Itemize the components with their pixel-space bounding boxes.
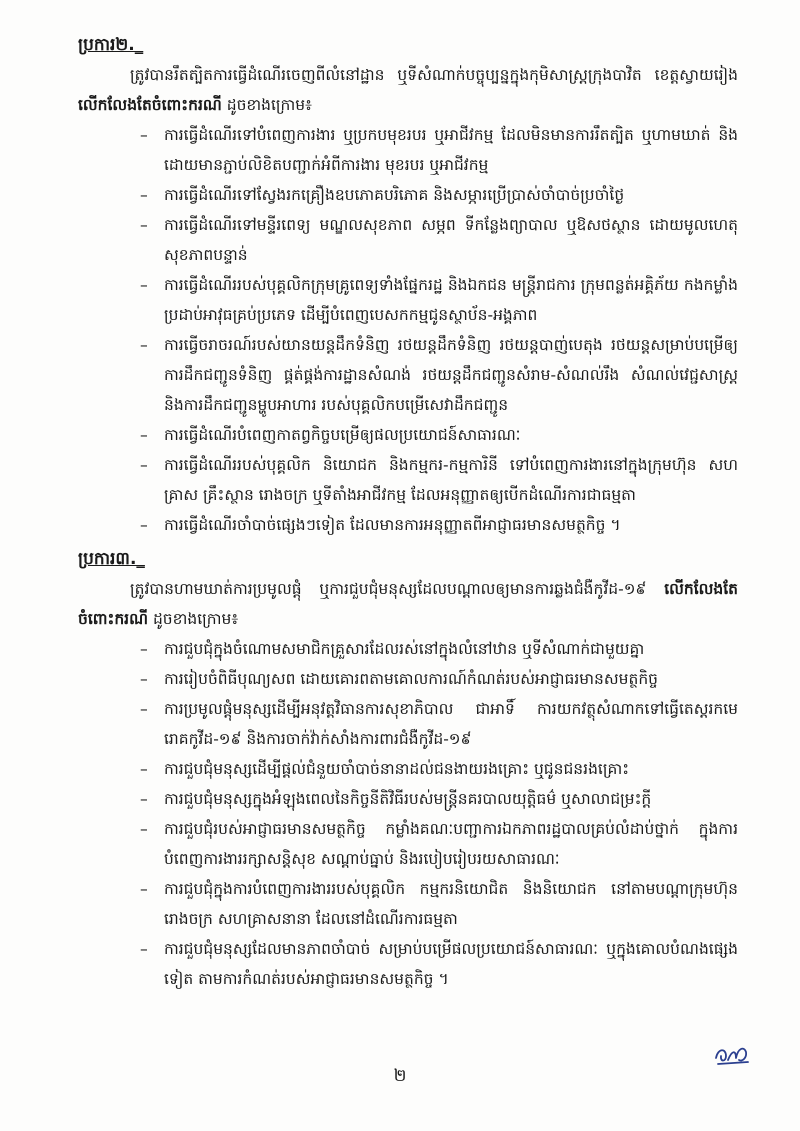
dash-bullet: – — [140, 790, 148, 808]
list-item-text: ការជួបជុំក្នុងចំណោមសមាជិកគ្រួសារដែលរស់នៅក្នុងលំនៅឋាន ឬទីសំណាក់ជាមួយគ្នា — [164, 640, 645, 658]
article-2-section — [78, 30, 738, 540]
article-3-heading: ប្រការ៣._ — [78, 549, 145, 569]
list-item — [140, 420, 738, 450]
dash-bullet: – — [140, 216, 148, 234]
dash-bullet: – — [140, 640, 148, 658]
dash-bullet: – — [140, 516, 148, 534]
article-2-list — [78, 120, 738, 540]
article-3-intro-text: ត្រូវបានហាមឃាត់ការប្រមូលផ្តុំ ឬការជួបជុំមនុស្សដែលបណ្តាលឲ្យមានការឆ្លងជំងឺកូវីដ-១៩ — [130, 580, 665, 598]
list-item-text: ការប្រមូលផ្តុំមនុស្សដើម្បីអនុវត្តវិធានការសុខាភិបាល ជាអាទិ៍ ការយកវត្ថុសំណាកទៅធ្វើតេស្តរកមេរោគកូវីដ-១៩ និងការចាក់វ៉ាក់សាំងការពារជំងឺកូវីដ-១៩ — [164, 700, 738, 748]
article-2-intro-text: ត្រូវបានរឹតត្បិតការធ្វើដំណើរចេញពីលំនៅដ្ឋាន ឬទីសំណាក់បច្ចុប្បន្នក្នុងកុមិសាស្ត្រក្រុងបាវិត ខេត្តស្វាយរៀង — [130, 66, 738, 84]
article-2-intro-tail: ដូចខាងក្រោម៖ — [221, 96, 312, 114]
article-3-intro-exception: លើកលែងតែចំពោះករណី — [78, 580, 738, 628]
dash-bullet: – — [140, 700, 148, 718]
dash-bullet: – — [140, 186, 148, 204]
list-item — [140, 694, 738, 754]
article-2-intro-exception: លើកលែងតែចំពោះករណី — [78, 96, 222, 114]
signature-initials-icon — [712, 1040, 752, 1068]
dash-bullet: – — [140, 456, 148, 474]
list-item — [140, 784, 738, 814]
article-2-heading: ប្រការ២._ — [78, 35, 144, 55]
list-item — [140, 664, 738, 694]
list-item-text: ការជួបជុំមនុស្សដើម្បីផ្តល់ជំនួយចាំបាច់នានាដល់ជនងាយរងគ្រោះ ឬជូនជនរងគ្រោះ — [164, 760, 630, 778]
list-item-text: ការធ្វើចរាចរណ៍របស់យានយន្តដឹកទំនិញ រថយន្តដឹកទំនិញ រថយន្តបាញ់បេតុង រថយន្តសម្រាប់បម្រើឲ្យការដឹកជញ្ជូនទំនិញ ផ្គត់ផ្គង់ការដ្ឋានសំណង់ រថយន្តដឹកជញ្ជូនសំរាម-សំណល់រឹង សំណល់វេជ្ជសាស្ត្រ និងការដឹកជញ្ជូនម្ហូបអាហារ របស់បុគ្គលិកបម្រើសេវាដឹកជញ្ជូន — [164, 336, 738, 414]
list-item-text: ការរៀបចំពិធីបុណ្យសព ដោយគោរពតាមគោលការណ៍កំណត់របស់អាជ្ញាធរមានសមត្ថកិច្ច — [164, 670, 658, 688]
dash-bullet: – — [140, 126, 148, 144]
list-item — [140, 874, 738, 934]
document-content — [78, 30, 738, 994]
dash-bullet: – — [140, 336, 148, 354]
dash-bullet: – — [140, 670, 148, 688]
dash-bullet: – — [140, 426, 148, 444]
list-item — [140, 634, 738, 664]
list-item — [140, 450, 738, 510]
list-item — [140, 510, 738, 540]
dash-bullet: – — [140, 276, 148, 294]
list-item-text: ការធ្វើដំណើរទៅមន្ទីរពេទ្យ មណ្ឌលសុខភាព សម្ភព ទីកន្លែងព្យាបាល ឬឱសថស្ថាន ដោយមូលហេតុសុខភាពបន្ទាន់ — [164, 216, 738, 264]
list-item-text: ការជួបជុំមនុស្សដែលមានភាពចាំបាច់ សម្រាប់បម្រើផលប្រយោជន៍សាធារណៈ ឬក្នុងគោលបំណងផ្សេងទៀត តាមការកំណត់របស់អាជ្ញាធរមានសមត្ថកិច្ច ។ — [164, 940, 738, 988]
list-item-text: ការធ្វើដំណើរទៅស្វែងរកគ្រឿងឧបភោគបរិភោគ និងសម្ភារប្រើប្រាស់ចាំបាច់ប្រចាំថ្ងៃ — [164, 186, 625, 204]
list-item — [140, 814, 738, 874]
dash-bullet: – — [140, 880, 148, 898]
article-3-intro — [78, 574, 738, 634]
page-number: ២ — [393, 1066, 407, 1086]
list-item-text: ការធ្វើដំណើរចាំបាច់ផ្សេងៗទៀត ដែលមានការអនុញ្ញាតពីអាជ្ញាធរមានសមត្ថកិច្ច ។ — [164, 516, 621, 534]
article-3-intro-tail: ដូចខាងក្រោម៖ — [148, 610, 239, 628]
list-item — [140, 754, 738, 784]
list-item-text: ការជួបជុំក្នុងការបំពេញការងាររបស់បុគ្គលិក កម្មករនិយោជិត និងនិយោជក នៅតាមបណ្តាក្រុមហ៊ុន រោងចក្រ សហគ្រាសនានា ដែលនៅដំណើរការធម្មតា — [164, 880, 738, 928]
list-item-text: ការជួបជុំមនុស្សក្នុងអំឡុងពេលនៃកិច្ចនីតិវិធីរបស់មន្ត្រីនគរបាលយុត្តិធម៌ ឬសាលាជម្រះក្តី — [164, 790, 652, 808]
list-item — [140, 120, 738, 180]
article-2-intro — [78, 60, 738, 120]
dash-bullet: – — [140, 760, 148, 778]
list-item-text: ការធ្វើដំណើរទៅបំពេញការងារ ឬប្រកបមុខរបរ ឬអាជីវកម្ម ដែលមិនមានការរឹតត្បិត ឬហាមឃាត់ និងដោយមានភ្ជាប់លិខិតបញ្ជាក់អំពីការងារ មុខរបរ ឬអាជីវកម្ម — [164, 126, 738, 174]
list-item-text: ការធ្វើដំណើររបស់បុគ្គលិក និយោជក និងកម្មករ-កម្មការិនី ទៅបំពេញការងារនៅក្នុងក្រុមហ៊ុន សហគ្រាស គ្រឹះស្ថាន រោងចក្រ ឬទីតាំងអាជីវកម្ម ដែលអនុញ្ញាតឲ្យបើកដំណើរការជាធម្មតា — [164, 456, 738, 504]
article-3-list — [78, 634, 738, 994]
list-item — [140, 210, 738, 270]
dash-bullet: – — [140, 820, 148, 838]
list-item — [140, 180, 738, 210]
article-3-section — [78, 544, 738, 994]
list-item-text: ការធ្វើដំណើររបស់បុគ្គលិកក្រុមគ្រូពេទ្យទាំងផ្នែករដ្ឋ និងឯកជន មន្ត្រីរាជការ ក្រុមពន្លត់អគ្គិភ័យ កងកម្លាំងប្រដាប់អាវុធគ្រប់ប្រភេទ ដើម្បីបំពេញបេសកកម្មជូនស្ថាប័ន-អង្គភាព — [164, 276, 738, 324]
list-item — [140, 270, 738, 330]
list-item-text: ការជួបជុំរបស់អាជ្ញាធរមានសមត្ថកិច្ច កម្លាំងគណៈបញ្ជាការឯកភាពរដ្ឋបាលគ្រប់លំដាប់ថ្នាក់ ក្នុងការបំពេញការងាររក្សាសន្តិសុខ សណ្តាប់ធ្នាប់ និងរបៀបរៀបរយសាធារណៈ — [164, 820, 738, 868]
list-item — [140, 934, 738, 994]
list-item-text: ការធ្វើដំណើរបំពេញកាតព្វកិច្ចបម្រើឲ្យផលប្រយោជន៍សាធារណៈ — [164, 426, 521, 444]
dash-bullet: – — [140, 940, 148, 958]
list-item — [140, 330, 738, 420]
